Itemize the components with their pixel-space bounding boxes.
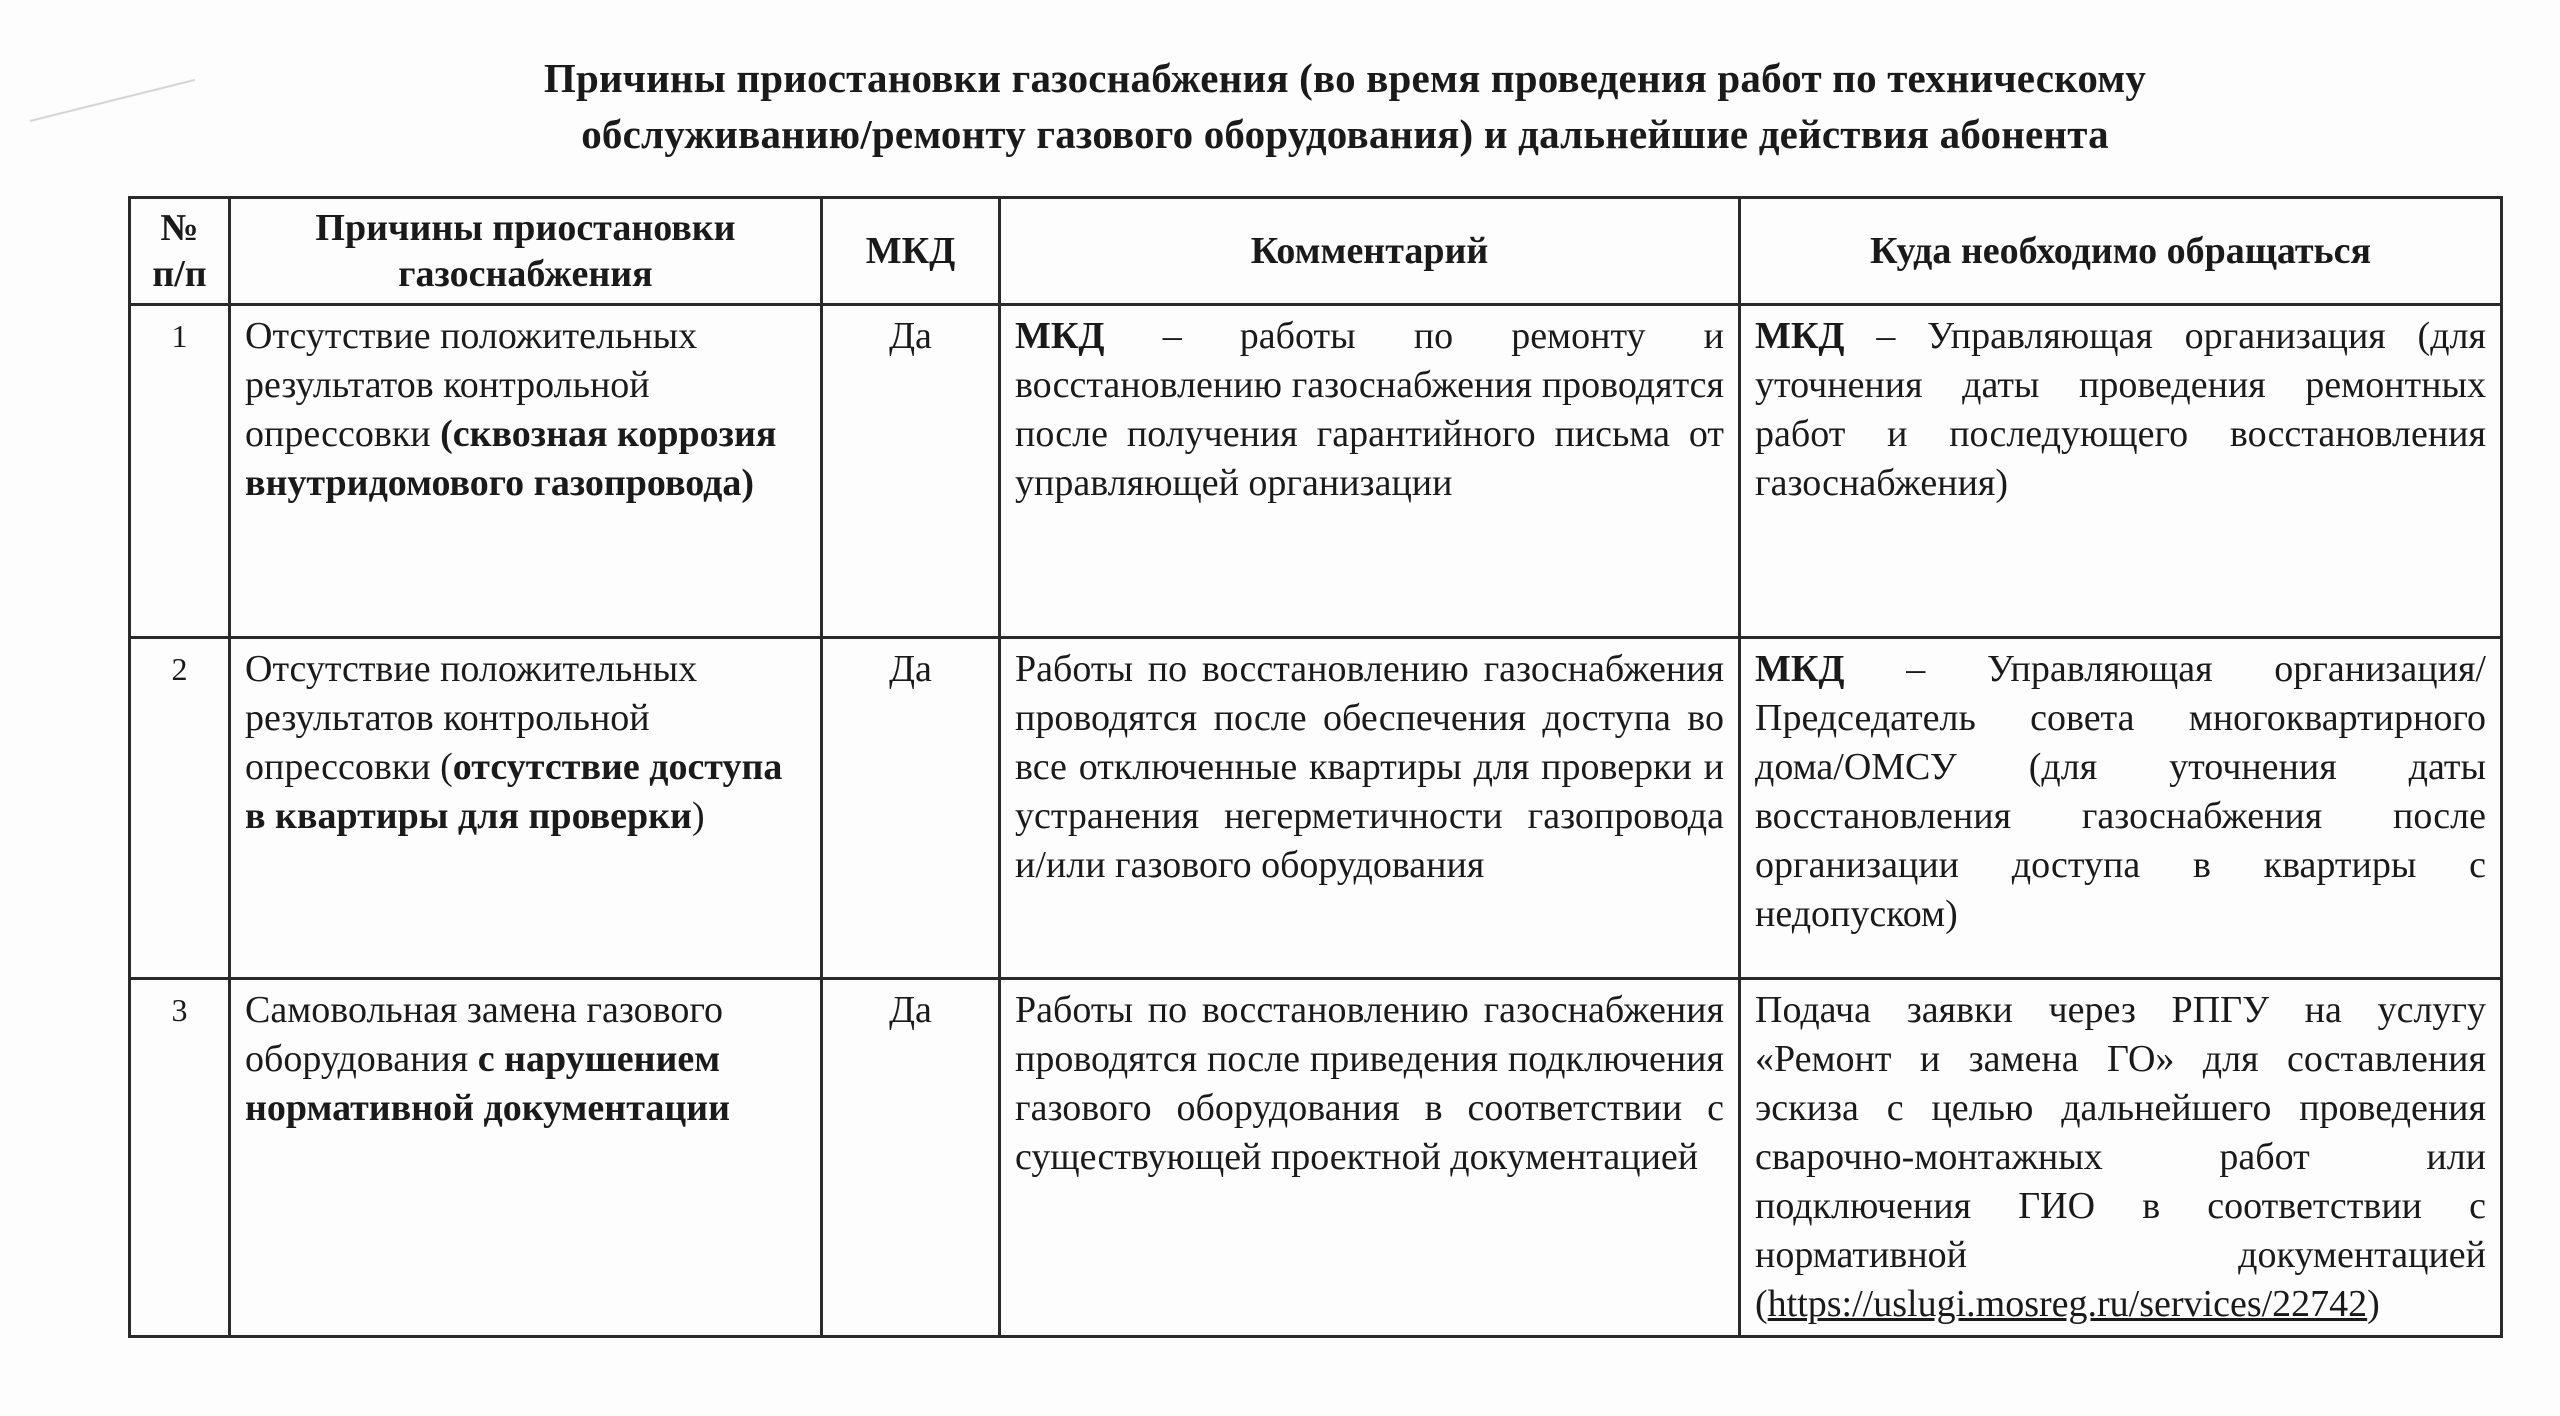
where-cell <box>1740 638 2502 979</box>
table-row <box>130 638 2502 979</box>
where-text: Подача заявки через РПГУ на услугу «Ремонт и замена ГО» для составления эскиза с целью дальнейшего проведения сварочно-монтажных работ или подключения ГИО в соответствии с нормативной документацией ( <box>1755 989 2486 1325</box>
table-header-row <box>130 198 2502 305</box>
where-cell <box>1740 979 2502 1337</box>
reason-tail: ) <box>691 795 705 837</box>
comment-cell <box>1000 305 1740 638</box>
header-reason: Причины приостановки газоснабжения <box>230 198 822 305</box>
comment-cell <box>1000 979 1740 1337</box>
where-cell <box>1740 305 2502 638</box>
document-title <box>300 50 2390 162</box>
where-text: – Управляющая организация/Председатель совета многоквартирного дома/ОМСУ (для уточнения даты восстановления газоснабжения после организации доступа в квартиры с недопуском) <box>1755 648 2486 935</box>
where-tail: ) <box>2367 1283 2380 1325</box>
reason-text: Самовольная замена газового оборудования <box>245 989 723 1080</box>
row-number: 1 <box>130 305 230 638</box>
reason-emphasis: отсутствие доступа в квартиры для проверки <box>245 746 783 837</box>
reason-emphasis: с нарушением нормативной документации <box>245 1038 731 1129</box>
where-label: МКД <box>1755 315 1845 357</box>
table-row <box>130 305 2502 638</box>
header-comment: Комментарий <box>1000 198 1740 305</box>
mkd-cell: Да <box>822 305 1000 638</box>
header-num: № п/п <box>130 198 230 305</box>
comment-text: – работы по ремонту и восстановлению газоснабжения проводятся после получения гарантийного письма от управляющей организации <box>1015 315 1724 504</box>
table-row <box>130 979 2502 1337</box>
row-number: 2 <box>130 638 230 979</box>
title-line-1: Причины приостановки газоснабжения (во время проведения работ по техническому <box>543 55 2147 101</box>
row-number: 3 <box>130 979 230 1337</box>
header-mkd: МКД <box>822 198 1000 305</box>
reason-cell <box>230 305 822 638</box>
comment-text: Работы по восстановлению газоснабжения проводятся после обеспечения доступа во все отключенные квартиры для проверки и устранения негерметичности газопровода и/или газового оборудования <box>1015 648 1724 886</box>
header-where: Куда необходимо обращаться <box>1740 198 2502 305</box>
service-link[interactable]: https://uslugi.mosreg.ru/services/22742 <box>1767 1283 2368 1325</box>
comment-label: МКД <box>1015 315 1105 357</box>
mkd-cell: Да <box>822 979 1000 1337</box>
comment-cell <box>1000 638 1740 979</box>
reason-cell <box>230 979 822 1337</box>
scan-artifact-line <box>30 79 195 122</box>
where-label: МКД <box>1755 648 1845 690</box>
reason-text: Отсутствие положительных результатов контрольной опрессовки ( <box>245 648 698 788</box>
reason-emphasis: (сквозная коррозия внутридомового газопровода) <box>245 413 777 504</box>
title-line-2: обслуживанию/ремонту газового оборудования) и дальнейшие действия абонента <box>581 111 2109 157</box>
where-text: – Управляющая организация (для уточнения даты проведения ремонтных работ и последующего восстановления газоснабжения) <box>1755 315 2486 504</box>
comment-text: Работы по восстановлению газоснабжения проводятся после приведения подключения газового оборудования в соответствии с существующей проектной документацией <box>1015 989 1724 1178</box>
mkd-cell: Да <box>822 638 1000 979</box>
reason-cell <box>230 638 822 979</box>
reasons-table <box>128 196 2503 1338</box>
reason-text: Отсутствие положительных результатов контрольной опрессовки <box>245 315 698 455</box>
